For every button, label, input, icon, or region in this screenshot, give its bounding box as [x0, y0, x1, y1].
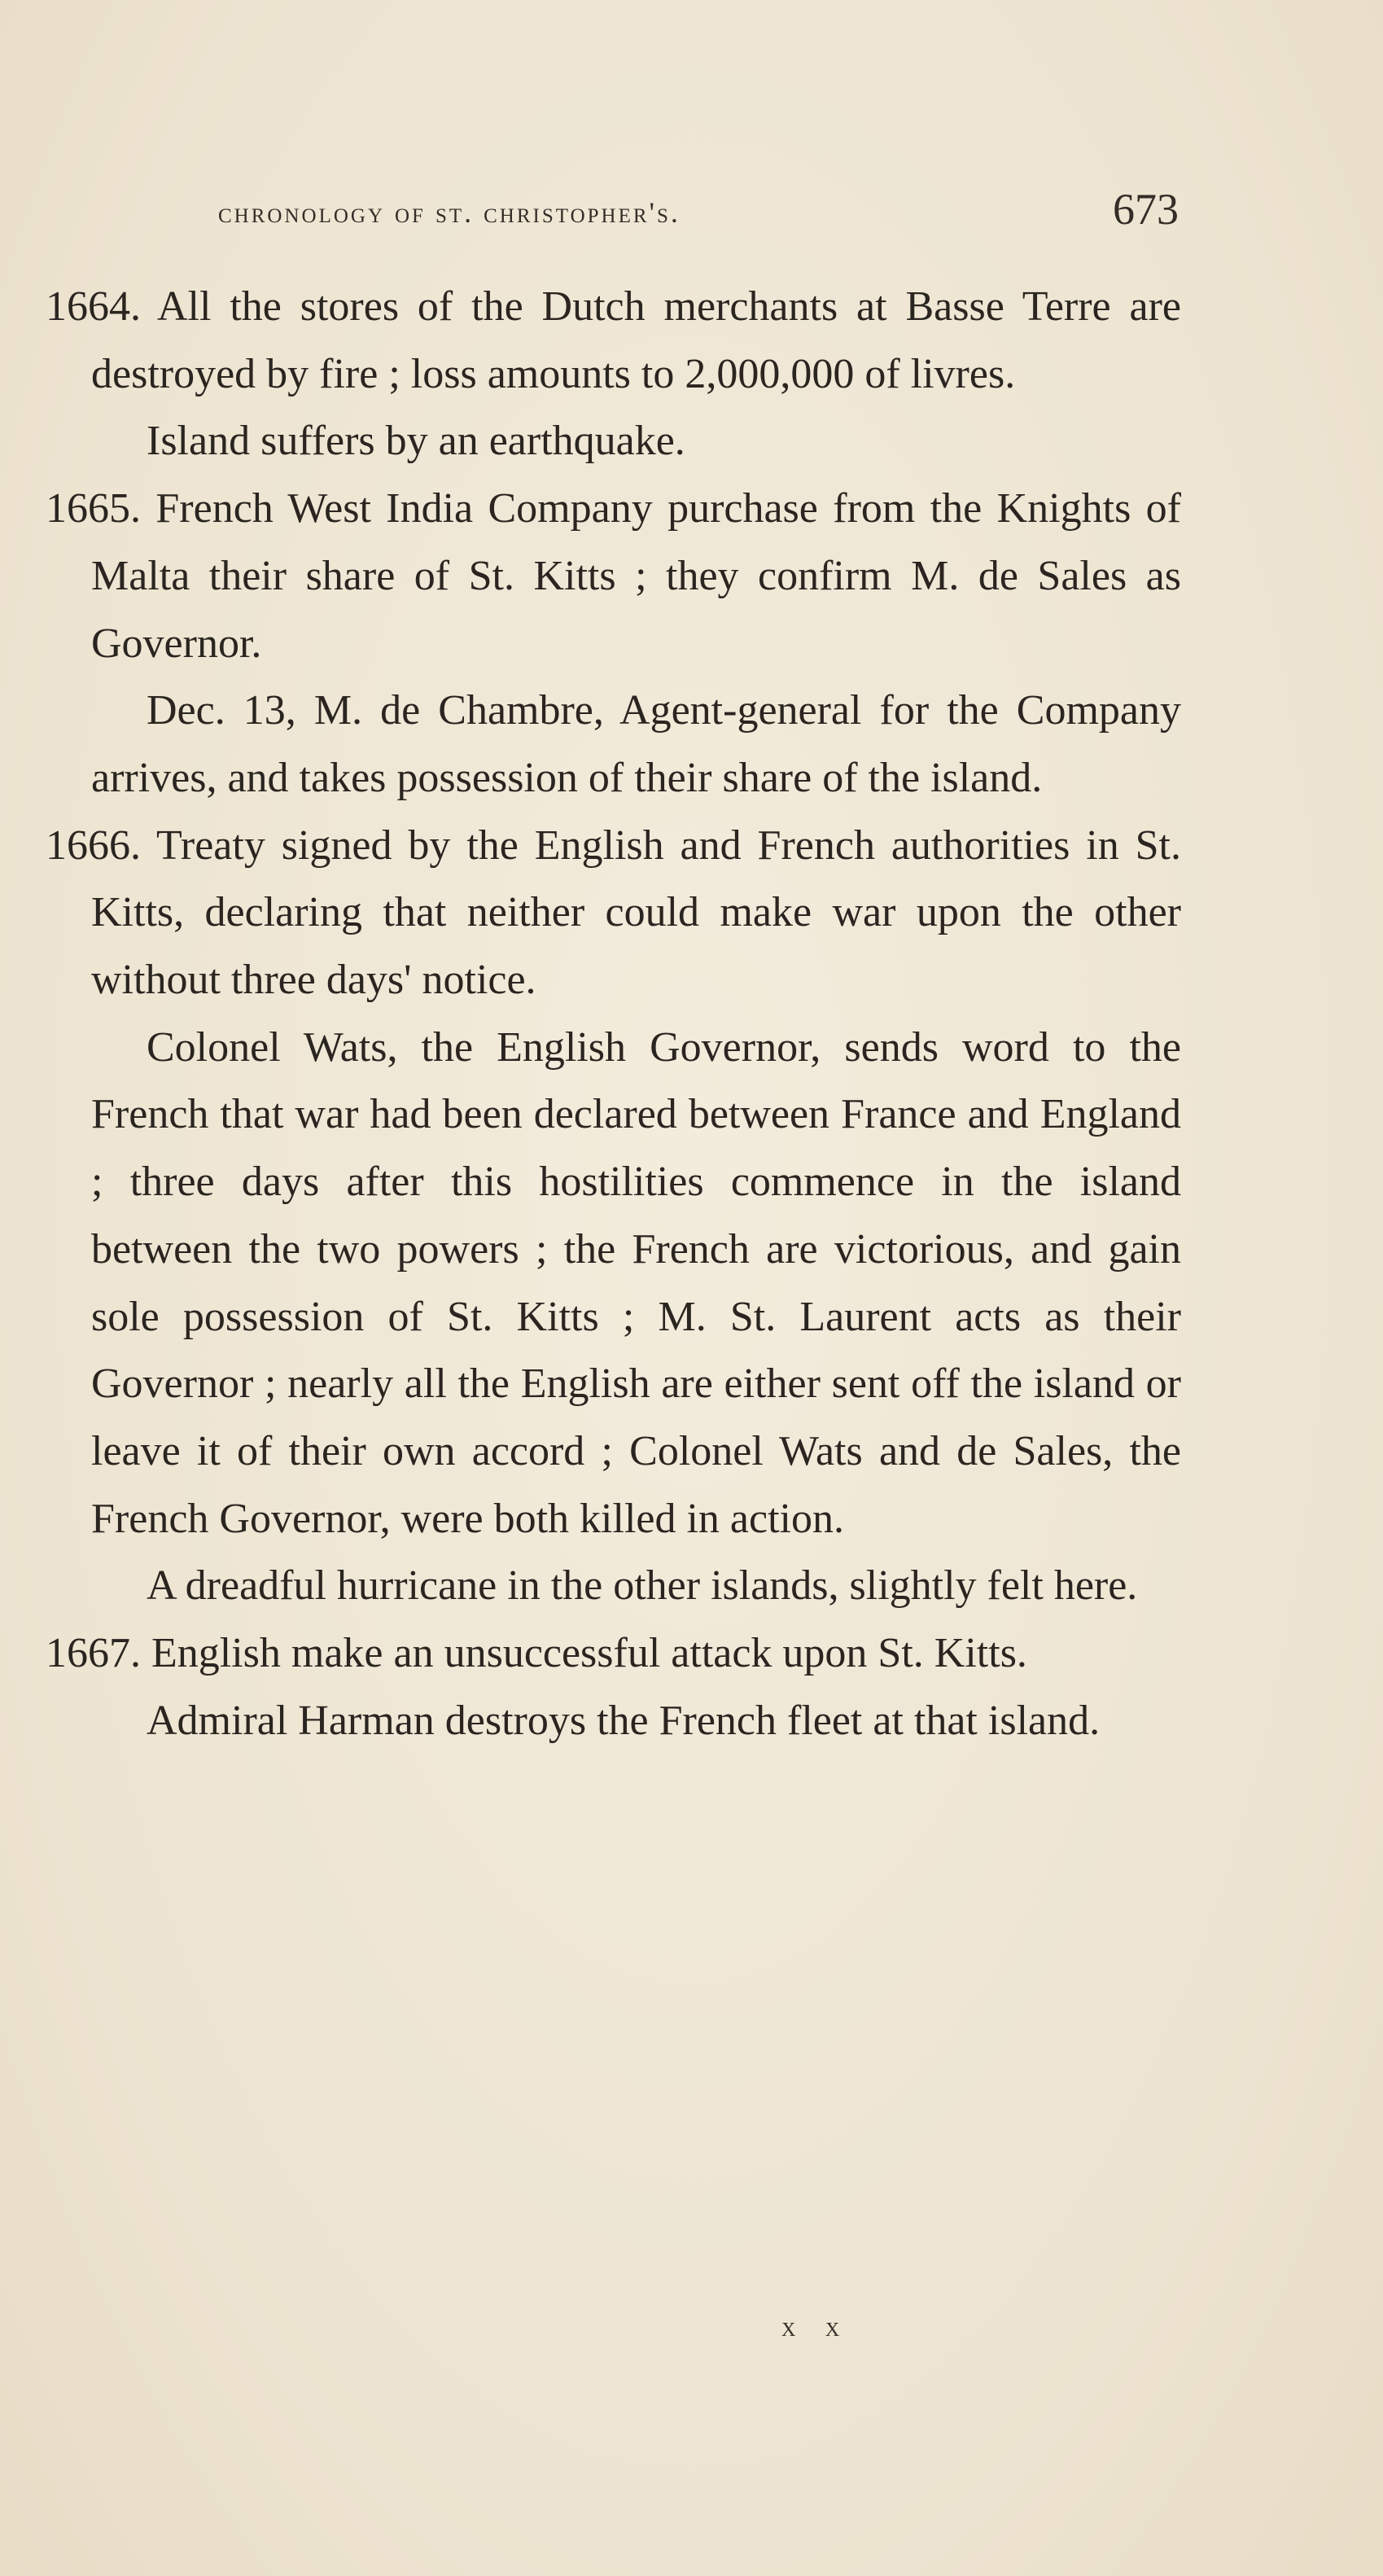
entry-1665: 1665. French West India Company purchase from the Knights of Malta their share of St. Kitts ; they confirm M. de Sales as Governor. [46, 485, 1181, 667]
running-title: chronology of st. christopher's. [218, 196, 681, 229]
paragraph-earthquake: Island suffers by an earthquake. [147, 418, 685, 465]
paragraph-hurricane: A dreadful hurricane in the other islands, slightly felt here. [147, 1562, 1138, 1610]
entry-1667: 1667. English make an unsuccessful attack upon St. Kitts. [46, 1630, 1027, 1677]
entry-1666: 1666. Treaty signed by the English and French authorities in St. Kitts, declaring that neither could make war upon the other without three days' notice. [46, 821, 1181, 1004]
entry-1664: 1664. All the stores of the Dutch merchants at Basse Terre are destroyed by fire ; loss amounts to 2,000,000 of livres. [46, 283, 1181, 397]
body-text [46, 274, 1181, 1755]
signature-mark: x x [781, 2312, 851, 2342]
running-head [218, 184, 1179, 241]
paragraph-dec-13: Dec. 13, M. de Chambre, Agent-general for the Company arrives, and takes possession of their share of the island. [91, 687, 1181, 801]
page-number: 673 [1113, 185, 1179, 234]
paragraph-colonel-wats: Colonel Wats, the English Governor, sends word to the French that war had been declared between France and England ; three days after this hostilities commence in the island between the two powers ; the French are victorious, and gain sole possession of St. Kitts ; M. St. Laurent acts as their Governor ; nearly all the English are either sent off the island or leave it of their own accord ; Colonel Wats and de Sales, the French Governor, were both killed in action. [91, 1023, 1181, 1542]
paragraph-admiral-harman: Admiral Harman destroys the French fleet at that island. [147, 1697, 1101, 1744]
